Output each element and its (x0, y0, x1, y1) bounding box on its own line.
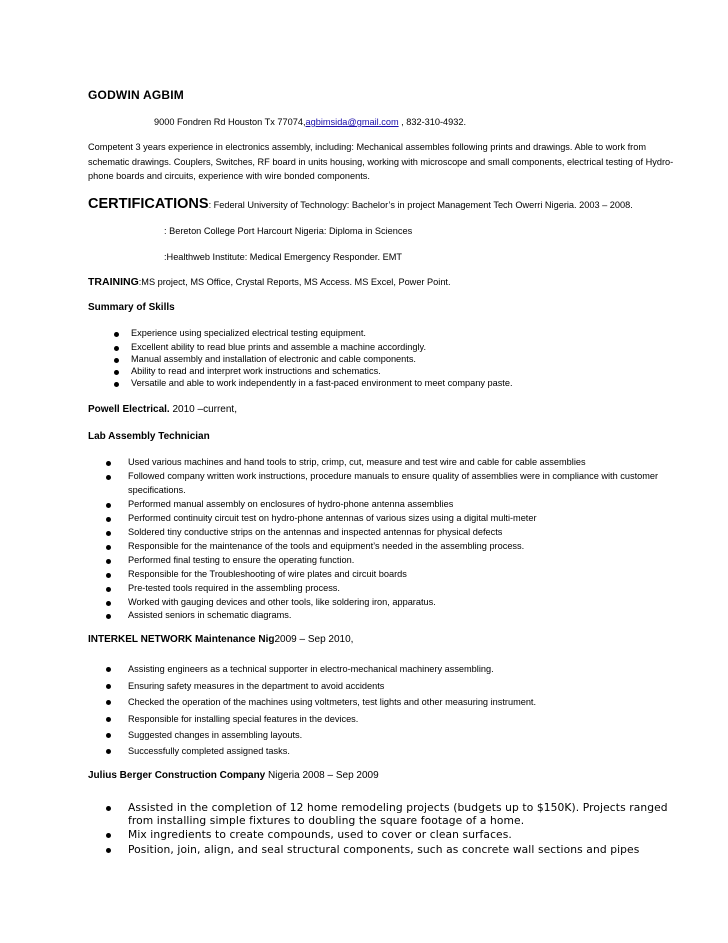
address: 9000 Fondren Rd Houston Tx 77074, (154, 117, 306, 127)
job3-company: Julius Berger Construction Company (88, 770, 266, 781)
job1-duty: Responsible for the maintenance of the tools and equipment’s needed in the assembling process. (128, 541, 525, 551)
job2-dates: 2009 – Sep 2010, (274, 634, 354, 645)
bullet-icon (106, 806, 111, 811)
skill-item: Experience using specialized electrical testing equipment. (131, 328, 366, 338)
job2-duty: Responsible for installing special features in the devices. (128, 714, 359, 724)
job2-duty: Suggested changes in assembling layouts. (128, 730, 303, 740)
training-label: TRAINING (88, 276, 139, 288)
job1-duty: Responsible for the Troubleshooting of wire plates and circuit boards (128, 569, 407, 579)
job2-duty: Checked the operation of the machines using voltmeters, test lights and other measuring instrument. (128, 697, 537, 707)
job1-duty: Followed company written work instructions, procedure manuals to ensure quality of assemblies were in compliance with customer (128, 471, 659, 481)
job3-dates: Nigeria 2008 – Sep 2009 (265, 770, 379, 781)
job2-duty: Successfully completed assigned tasks. (128, 746, 290, 756)
skills-heading: Summary of Skills (88, 302, 175, 313)
training-text: :MS project, MS Office, Crystal Reports, MS Access. MS Excel, Power Point. (138, 277, 451, 287)
job1-duty: Performed final testing to ensure the operating function. (128, 555, 355, 565)
cert-healthweb: :Healthweb Institute: Medical Emergency Responder. EMT (164, 252, 402, 262)
job1-duty: Performed manual assembly on enclosures of hydro-phone antenna assemblies (128, 499, 454, 509)
job2-duty: Ensuring safety measures in the department to avoid accidents (128, 681, 385, 691)
cert-federal-university: : Federal University of Technology: Bachelor’s in project Management Tech Owerri Nigeria. 2003 – 2008. (208, 200, 633, 210)
job1-duty: Performed continuity circuit test on hydro-phone antennas of various sizes using a digital multi-meter (128, 513, 537, 523)
summary-line-2: schematic drawings. Couplers, Switches, RF board in units housing, working with microscope and small components, electrical testing of Hydro- (88, 157, 674, 167)
job3-duty: Position, join, align, and seal structural components, such as concrete wall sections and pipes (128, 843, 640, 856)
cert-bereton-college: : Bereton College Port Harcourt Nigeria: Diploma in Sciences (164, 226, 413, 236)
job1-duty: Soldered tiny conductive strips on the antennas and inspected antennas for physical defects (128, 527, 503, 537)
skill-item: Versatile and able to work independently in a fast-paced environment to meet company paste. (131, 378, 513, 388)
job1-duty-continued: specifications. (128, 485, 186, 495)
skill-item: Excellent ability to read blue prints and assemble a machine accordingly. (131, 342, 427, 352)
email-link[interactable]: agbimsida@gmail.com (305, 117, 399, 127)
job1-duty: Used various machines and hand tools to strip, crimp, cut, measure and test wire and cable for cable assemblies (128, 457, 586, 467)
summary-line-3: phone boards and circuits, experience with wire bonded components. (88, 171, 370, 181)
job1-company: Powell Electrical. (88, 404, 170, 415)
summary-line-1: Competent 3 years experience in electronics assembly, including: Mechanical assembles following prints and drawings. Able to work from (88, 142, 646, 152)
bullet-icon (106, 848, 111, 853)
job3-duty: Assisted in the completion of 12 home remodeling projects (budgets up to $150K). Projects ranged (128, 801, 668, 814)
phone: , 832-310-4932. (398, 117, 467, 127)
job2-duty: Assisting engineers as a technical supporter in electro-mechanical machinery assembling. (128, 664, 494, 674)
job1-title: Lab Assembly Technician (88, 431, 210, 442)
job1-duty: Assisted seniors in schematic diagrams. (128, 610, 292, 620)
job1-duty: Pre-tested tools required in the assembling process. (128, 583, 340, 593)
job2-company: INTERKEL NETWORK Maintenance Nig (88, 634, 275, 645)
job3-duty-continued: from installing simple fixtures to doubling the square footage of a home. (128, 814, 525, 827)
job1-duty: Worked with gauging devices and other tools, like soldering iron, apparatus. (128, 597, 436, 607)
certifications-heading: CERTIFICATIONS (88, 196, 209, 212)
bullet-icon (106, 833, 111, 838)
job3-duty: Mix ingredients to create compounds, used to cover or clean surfaces. (128, 828, 512, 841)
candidate-name: GODWIN AGBIM (88, 88, 184, 102)
job1-dates: 2010 –current, (169, 404, 237, 415)
skill-item: Ability to read and interpret work instructions and schematics. (131, 366, 381, 376)
skill-item: Manual assembly and installation of electronic and cable components. (131, 354, 416, 364)
